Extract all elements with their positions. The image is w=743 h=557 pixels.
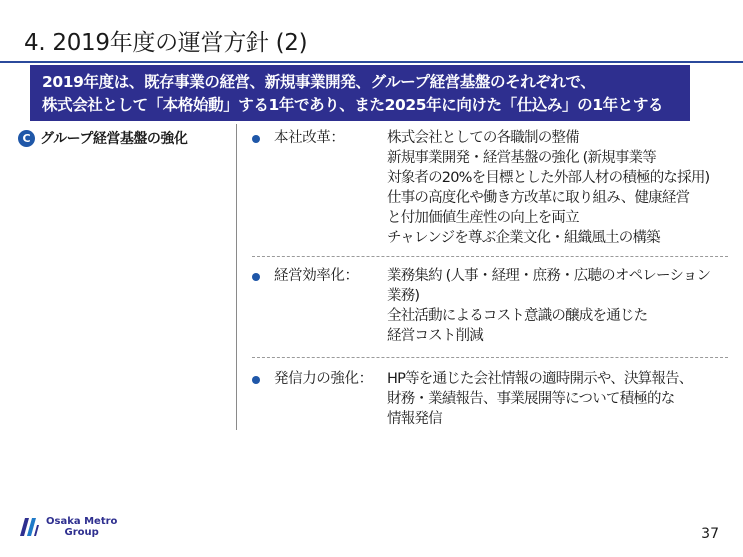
item-line: HP等を通じた会社情報の適時開示や、決算報告、 (387, 371, 693, 387)
item-label: 本社改革： (274, 130, 345, 146)
item-line: 財務・業績報告、事業展開等について積極的な (387, 391, 675, 407)
item-line: 情報発信 (387, 411, 442, 427)
item-line: 経営コスト削減 (387, 328, 483, 344)
item-label: 発信力の強化： (274, 371, 373, 387)
item-line: 全社活動によるコスト意識の醸成を通じた (387, 308, 648, 324)
banner-line-1: 2019年度は、既存事業の経営、新規事業開発、グループ経営基盤のそれぞれで、 (42, 73, 596, 91)
section-heading (18, 128, 187, 148)
list-item (252, 369, 732, 431)
dashed-divider (252, 256, 728, 257)
item-line: 対象者の20%を目標とした外部人材の積極的な採用) (387, 170, 710, 186)
bullet-icon (252, 376, 260, 384)
bullet-icon (252, 135, 260, 143)
banner-line-2: 株式会社として「本格始動」する1年であり、また2025年に向けた「仕込み」の1年とする (42, 96, 664, 114)
logo-text (46, 516, 117, 538)
item-line: 新規事業開発・経営基盤の強化 (新規事業等 (387, 150, 656, 166)
section-label: グループ経営基盤の強化 (40, 131, 188, 147)
policy-banner (30, 65, 690, 121)
bullet-icon (252, 273, 260, 281)
list-item (252, 128, 732, 250)
item-line: と付加価値生産性の向上を両立 (387, 210, 579, 226)
item-line: 株式会社としての各職制の整備 (387, 130, 579, 146)
title-divider (0, 61, 743, 63)
list-item (252, 266, 732, 348)
logo-line-2: Group (64, 527, 99, 538)
page-number: 37 (701, 526, 719, 542)
item-line: 業務集約 (人事・経理・庶務・広聴のオペレーション (387, 268, 711, 284)
item-line: 仕事の高度化や働き方改革に取り組み、健康経営 (387, 190, 690, 206)
item-description (387, 266, 732, 346)
page-title: 4. 2019年度の運営方針 (2) (24, 30, 308, 56)
logo-line-1: Osaka Metro (46, 516, 118, 527)
item-line: チャレンジを尊ぶ企業文化・組織風土の構築 (387, 230, 660, 246)
vertical-divider (236, 124, 237, 430)
item-description (387, 128, 732, 248)
item-line: 業務) (387, 288, 420, 304)
dashed-divider (252, 357, 728, 358)
section-badge-icon: C (18, 130, 35, 147)
osaka-metro-logo-icon (18, 516, 40, 538)
item-label: 経営効率化： (274, 268, 359, 284)
item-description (387, 369, 732, 429)
company-logo (18, 516, 117, 538)
